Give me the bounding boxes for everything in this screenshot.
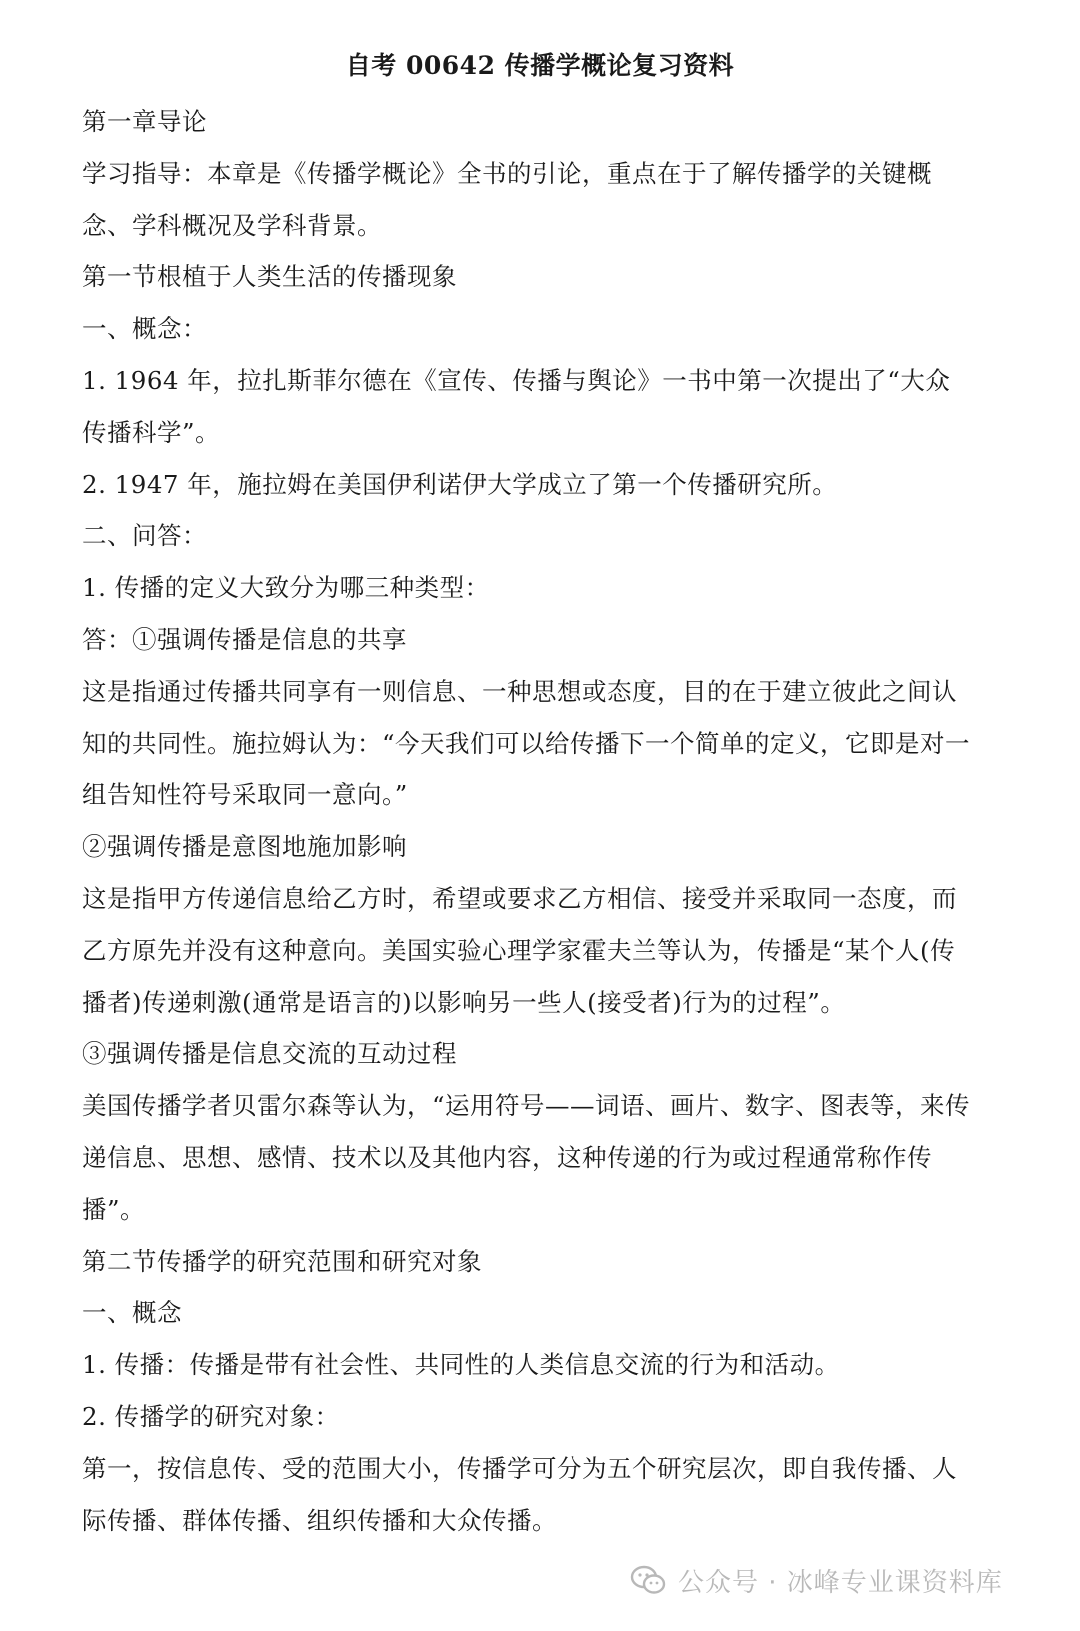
answer-paragraph: 答：①强调传播是信息的共享 [82, 624, 407, 654]
body-paragraph: 这是指通过传播共同享有一则信息、一种思想或态度，目的在于建立彼此之间认知的共同性。施拉姆认为：“今天我们可以给传播下一个简单的定义，它即是对一组告知性符号采取同一意向。” [82, 676, 971, 810]
wechat-icon [630, 1565, 666, 1595]
study-guide-paragraph: 学习指导：本章是《传播学概论》全书的引论，重点在于了解传播学的关键概念、学科概况及学科背景。 [82, 158, 932, 240]
document-body [82, 96, 972, 1546]
body-paragraph: 1. 传播：传播是带有社会性、共同性的人类信息交流的行为和活动。 [82, 1350, 840, 1380]
question-paragraph: 1. 传播的定义大致分为哪三种类型： [82, 573, 490, 603]
chapter-heading: 第一章导论 [82, 107, 207, 136]
document-title: 自考 00642 传播学概论复习资料 [345, 51, 735, 80]
body-paragraph: 这是指甲方传递信息给乙方时，希望或要求乙方相信、接受并采取同一态度，而乙方原先并没有这种意向。美国实验心理学家霍夫兰等认为，传播是“某个人(传播者)传递刺激(通常是语言的)以影响另一些人(接受者)行为的过程”。 [82, 883, 957, 1017]
answer-paragraph: ③强调传播是信息交流的互动过程 [82, 1039, 457, 1069]
section-heading: 第二节传播学的研究范围和研究对象 [82, 1246, 482, 1276]
subsection-heading: 一、概念： [82, 314, 207, 344]
subsection-heading: 一、概念 [82, 1298, 182, 1328]
body-paragraph: 1. 1964 年，拉扎斯菲尔德在《宣传、传播与舆论》一书中第一次提出了“大众传播科学”。 [82, 365, 951, 447]
watermark [630, 1558, 1003, 1602]
body-paragraph: 2. 1947 年，施拉姆在美国伊利诺伊大学成立了第一个传播研究所。 [82, 469, 838, 499]
section-heading: 第一节根植于人类生活的传播现象 [82, 262, 457, 292]
body-paragraph: 第一，按信息传、受的范围大小，传播学可分为五个研究层次，即自我传播、人际传播、群体传播、组织传播和大众传播。 [82, 1453, 957, 1535]
watermark-text: 公众号 · 冰峰专业课资料库 [678, 1567, 1003, 1598]
body-paragraph: 2. 传播学的研究对象： [82, 1401, 340, 1431]
answer-paragraph: ②强调传播是意图地施加影响 [82, 832, 407, 862]
body-paragraph: 美国传播学者贝雷尔森等认为，“运用符号——词语、画片、数字、图表等，来传递信息、思想、感情、技术以及其他内容，这种传递的行为或过程通常称作传播”。 [82, 1091, 971, 1224]
subsection-heading: 二、问答： [82, 521, 207, 551]
